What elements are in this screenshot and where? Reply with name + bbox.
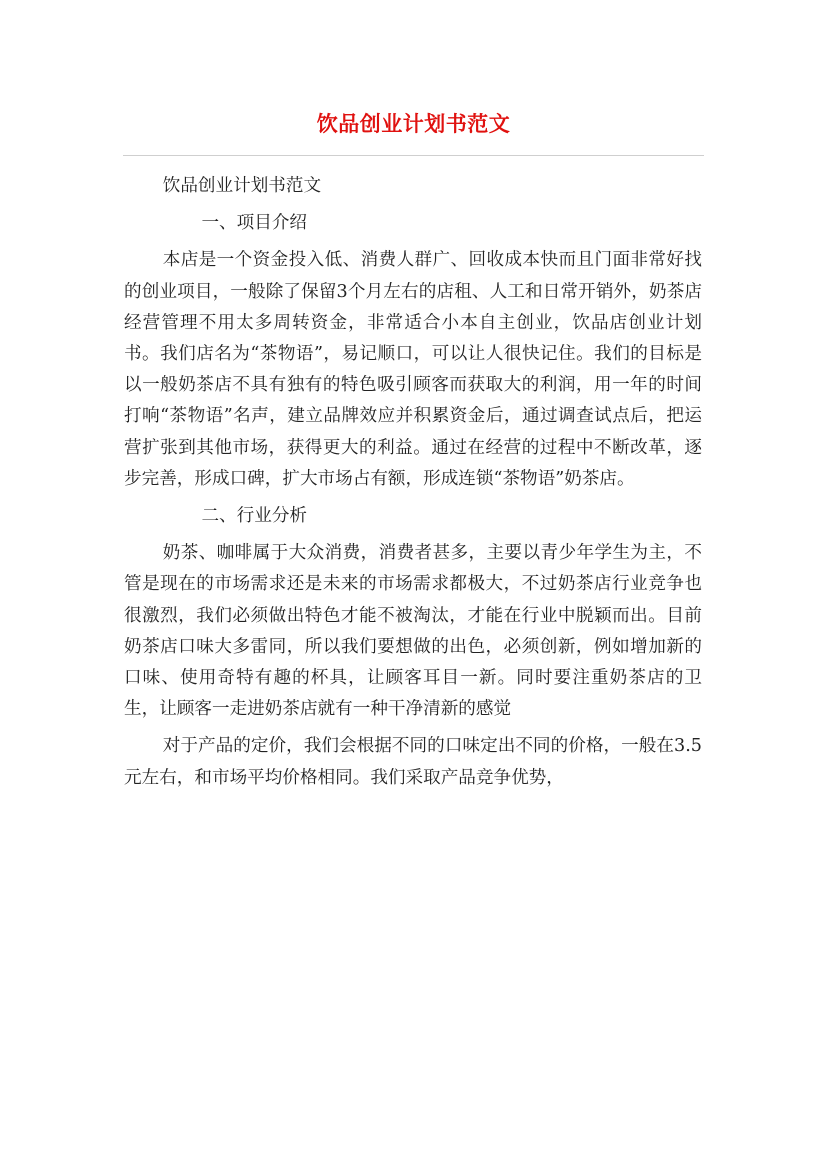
intro-line: 饮品创业计划书范文 (162, 176, 322, 196)
paragraph-pricing: 对于产品的定价，我们会根据不同的口味定出不同的价格，一般在3.5元左右，和市场平均价格相同。我们采取产品竞争优势， (124, 736, 702, 788)
section-heading-project: 一、项目介绍 (201, 213, 308, 234)
paragraph-project-intro: 本店是一个资金投入低、消费人群广、回收成本快而且门面非常好找的创业项目，一般除了保留3个月左右的店租、人工和日常开销外，奶茶店经营管理不用太多周转资金，非常适合小本自主创业，饮品店创业计划书。我们店名为“茶物语”，易记顺口，可以让人很快记住。我们的目标是以一般奶茶店不具有独有的特色吸引顾客而获取大的利润，用一年的时间打响“茶物语”名声，建立品牌效应并积累资金后，通过调查试点后，把运营扩张到其他市场，获得更大的利益。通过在经营的过程中不断改革，逐步完善，形成口碑，扩大市场占有额，形成连锁“茶物语”奶茶店。 (124, 250, 702, 489)
paragraph-industry-analysis: 奶茶、咖啡属于大众消费，消费者甚多，主要以青少年学生为主，不管是现在的市场需求还是未来的市场需求都极大，不过奶茶店行业竞争也很激烈，我们必须做出特色才能不被淘汰，才能在行业中脱颖而出。目前奶茶店口味大多雷同，所以我们要想做的出色，必须创新，例如增加新的口味、使用奇特有趣的杯具，让顾客耳目一新。同时要注重奶茶店的卫生，让顾客一走进奶茶店就有一种干净清新的感觉 (124, 543, 702, 720)
document-title: 饮品创业计划书范文 (316, 112, 511, 136)
document-body (124, 165, 702, 794)
title-divider (123, 155, 704, 156)
section-heading-industry: 二、行业分析 (201, 506, 308, 527)
